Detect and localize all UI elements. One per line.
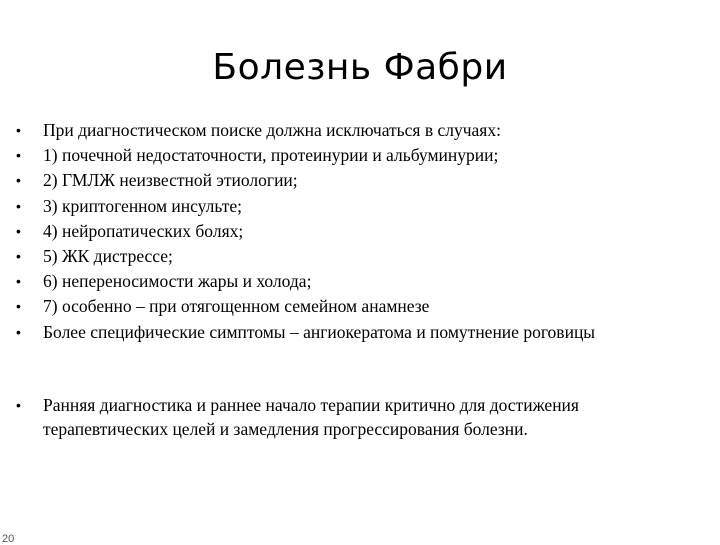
bullet-icon: •	[16, 397, 21, 413]
list-item	[0, 244, 720, 269]
bullet-icon: •	[16, 222, 21, 239]
bullet-list	[0, 118, 720, 345]
conclusion-item	[0, 394, 683, 441]
bullet-icon: •	[16, 122, 21, 138]
bullet-icon: •	[16, 172, 21, 189]
conclusion-list	[0, 394, 720, 441]
page-number: 20	[2, 533, 15, 545]
list-item	[0, 194, 720, 219]
slide-title: Болезнь Фабри	[212, 47, 508, 88]
bullet-icon: •	[16, 247, 21, 264]
list-item	[0, 118, 720, 143]
list-item	[0, 320, 720, 345]
bullet-icon: •	[16, 323, 21, 340]
list-item-text: 2) ГМЛЖ неизвестной этиологии;	[43, 170, 298, 191]
bullet-icon: •	[16, 273, 21, 290]
list-item	[0, 143, 720, 168]
bullet-icon: •	[16, 147, 21, 164]
bullet-icon: •	[16, 298, 21, 315]
list-item	[0, 269, 720, 294]
list-item-text: 5) ЖК дистрессе;	[43, 245, 173, 266]
list-item	[0, 168, 720, 193]
list-item-text: 4) нейропатических болях;	[43, 220, 244, 241]
conclusion-text: Ранняя диагностика и раннее начало терапии критично для достижения терапевтических целей и замедления прогрессирования болезни.	[43, 395, 579, 439]
list-item-text: 6) непереносимости жары и холода;	[43, 271, 312, 292]
bullet-icon: •	[16, 197, 21, 214]
list-item-text: При диагностическом поиске должна исключаться в случаях:	[43, 120, 501, 140]
list-item-text: 1) почечной недостаточности, протеинурии и альбуминурии;	[43, 145, 499, 166]
list-item-text: 7) особенно – при отягощенном семейном анамнезе	[43, 296, 430, 317]
list-item	[0, 294, 720, 319]
list-item-text: Более специфические симптомы – ангиокератома и помутнение роговицы	[43, 321, 596, 342]
list-item-text: 3) криптогенном инсульте;	[43, 195, 242, 216]
list-item	[0, 219, 720, 244]
